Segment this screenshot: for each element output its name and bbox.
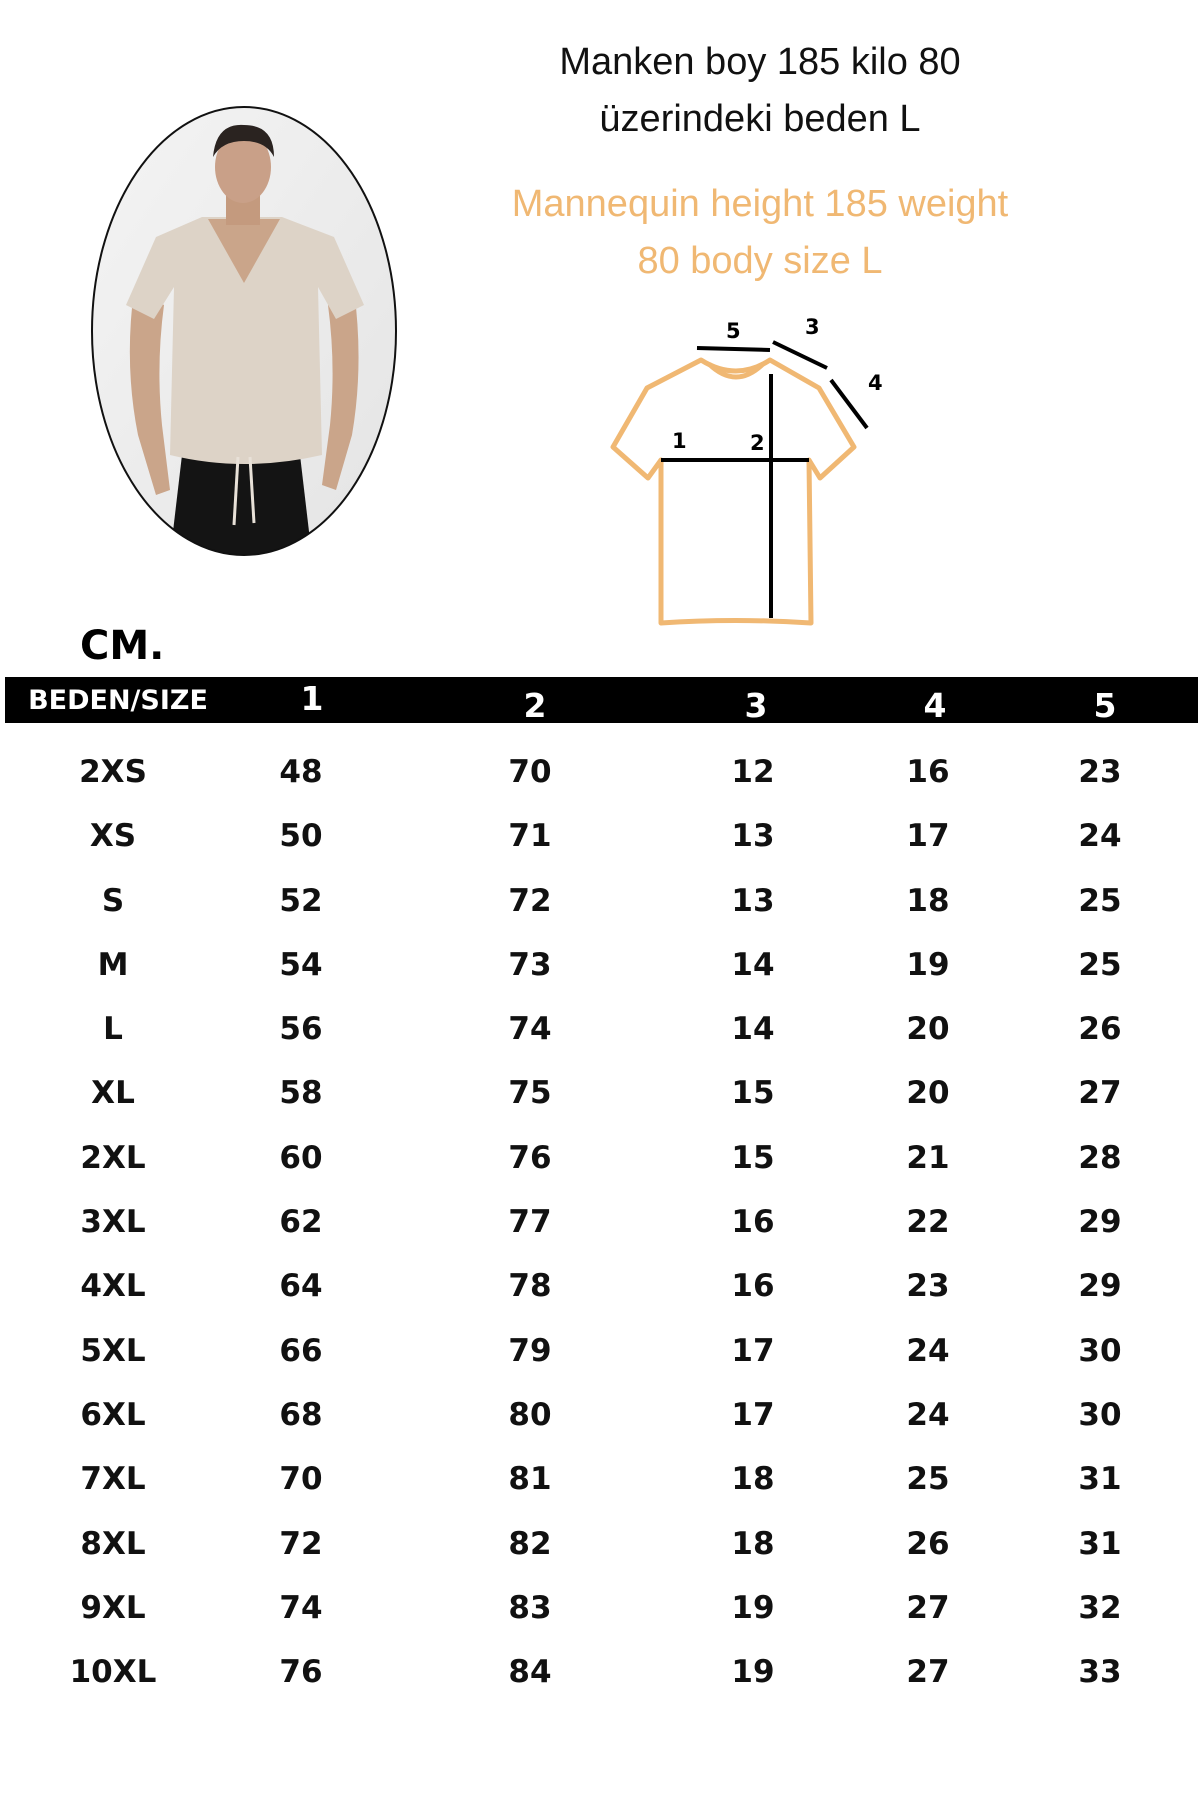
unit-label: CM.	[80, 623, 165, 669]
measure-label-4: 4	[868, 371, 883, 395]
table-row	[0, 1190, 1200, 1254]
measurement-diagram	[595, 300, 895, 630]
table-row	[0, 1512, 1200, 1576]
cell-col-3: 15	[731, 1139, 775, 1176]
cell-size: 7XL	[80, 1461, 146, 1498]
model-info-turkish-line: Manken boy 185 kilo 80	[559, 41, 961, 83]
cell-col-2: 73	[508, 946, 552, 983]
cell-col-2: 80	[508, 1396, 552, 1433]
cell-col-5: 25	[1078, 946, 1122, 983]
table-row	[0, 997, 1200, 1061]
cell-col-5: 26	[1078, 1011, 1122, 1048]
cell-col-2: 70	[508, 754, 552, 790]
cell-col-1: 52	[279, 882, 323, 919]
cell-size: 5XL	[80, 1332, 146, 1369]
cell-col-5: 28	[1078, 1139, 1122, 1176]
cell-col-3: 13	[731, 818, 775, 855]
header-col-1: 1	[300, 679, 324, 718]
measure-label-1: 1	[672, 429, 687, 453]
table-row	[0, 1447, 1200, 1511]
cell-size: 2XL	[80, 1139, 146, 1176]
cell-col-5: 29	[1078, 1268, 1122, 1305]
cell-col-4: 22	[906, 1204, 950, 1241]
cell-col-4: 26	[906, 1525, 950, 1562]
cell-col-5: 29	[1078, 1204, 1122, 1241]
cell-size: L	[103, 1011, 123, 1048]
cell-col-1: 50	[279, 818, 323, 855]
cell-col-4: 24	[906, 1332, 950, 1369]
measure-label-3: 3	[805, 315, 820, 339]
cell-col-2: 84	[508, 1654, 552, 1691]
cell-col-5: 23	[1078, 754, 1122, 790]
cell-col-4: 17	[906, 818, 950, 855]
cell-col-2: 76	[508, 1139, 552, 1176]
cell-col-5: 30	[1078, 1332, 1122, 1369]
cell-col-4: 20	[906, 1011, 950, 1048]
header-col-5: 5	[1093, 686, 1117, 725]
cell-col-3: 13	[731, 882, 775, 919]
cell-col-1: 48	[279, 754, 323, 790]
cell-col-1: 60	[279, 1139, 323, 1176]
cell-col-3: 18	[731, 1525, 775, 1562]
cell-col-2: 79	[508, 1332, 552, 1369]
cell-col-4: 27	[906, 1654, 950, 1691]
cell-col-1: 74	[279, 1589, 323, 1626]
size-table-header	[5, 677, 1198, 723]
model-info-turkish	[470, 34, 1050, 148]
table-row	[0, 1383, 1200, 1447]
cell-col-2: 74	[508, 1011, 552, 1048]
cell-col-2: 72	[508, 882, 552, 919]
model-photo	[90, 105, 398, 557]
cell-col-3: 19	[731, 1589, 775, 1626]
cell-size: XL	[91, 1075, 135, 1112]
cell-col-5: 32	[1078, 1589, 1122, 1626]
cell-col-1: 62	[279, 1204, 323, 1241]
cell-col-3: 18	[731, 1461, 775, 1498]
tshirt-outline	[613, 360, 854, 623]
cell-col-1: 64	[279, 1268, 323, 1305]
cell-size: 6XL	[80, 1396, 146, 1433]
model-info-english-line: 80 body size L	[637, 240, 883, 282]
table-row	[0, 1126, 1200, 1190]
cell-size: 9XL	[80, 1589, 146, 1626]
model-info-english-line: Mannequin height 185 weight	[511, 183, 1009, 225]
header-col-4: 4	[923, 686, 947, 725]
header-col-2: 2	[523, 686, 547, 725]
cell-col-5: 25	[1078, 882, 1122, 919]
cell-col-4: 23	[906, 1268, 950, 1305]
table-row	[0, 869, 1200, 933]
cell-col-2: 82	[508, 1525, 552, 1562]
cell-col-5: 30	[1078, 1396, 1122, 1433]
cell-size: 2XS	[79, 754, 147, 790]
cell-col-4: 25	[906, 1461, 950, 1498]
cell-col-1: 54	[279, 946, 323, 983]
cell-col-3: 17	[731, 1396, 775, 1433]
cell-size: 10XL	[69, 1654, 157, 1691]
cell-size: 3XL	[80, 1204, 146, 1241]
cell-col-2: 75	[508, 1075, 552, 1112]
table-row	[0, 740, 1200, 804]
cell-col-1: 66	[279, 1332, 323, 1369]
cell-col-4: 16	[906, 754, 950, 790]
cell-size: 4XL	[80, 1268, 146, 1305]
cell-col-2: 71	[508, 818, 552, 855]
cell-col-4: 20	[906, 1075, 950, 1112]
model-info-english	[470, 176, 1050, 290]
cell-col-1: 72	[279, 1525, 323, 1562]
cell-col-2: 81	[508, 1461, 552, 1498]
cell-col-3: 16	[731, 1204, 775, 1241]
cell-col-5: 24	[1078, 818, 1122, 855]
size-table-body	[0, 740, 1200, 1704]
cell-col-1: 58	[279, 1075, 323, 1112]
cell-size: S	[101, 882, 125, 919]
header-size: BEDEN/SIZE	[28, 685, 208, 716]
measure-line-5	[697, 348, 770, 350]
cell-col-5: 27	[1078, 1075, 1122, 1112]
cell-col-1: 76	[279, 1654, 323, 1691]
cell-col-2: 83	[508, 1589, 552, 1626]
measure-label-2: 2	[750, 431, 765, 455]
cell-col-3: 15	[731, 1075, 775, 1112]
cell-size: M	[97, 946, 129, 983]
table-row	[0, 804, 1200, 868]
cell-col-5: 31	[1078, 1525, 1122, 1562]
cell-col-3: 14	[731, 1011, 775, 1048]
cell-col-5: 33	[1078, 1654, 1122, 1691]
model-info-turkish-line: üzerindeki beden L	[599, 98, 921, 140]
table-row	[0, 1640, 1200, 1704]
cell-col-4: 18	[906, 882, 950, 919]
header-col-3: 3	[744, 686, 768, 725]
cell-col-4: 21	[906, 1139, 950, 1176]
table-row	[0, 933, 1200, 997]
cell-col-1: 68	[279, 1396, 323, 1433]
cell-col-3: 16	[731, 1268, 775, 1305]
cell-col-4: 24	[906, 1396, 950, 1433]
cell-col-3: 19	[731, 1654, 775, 1691]
cell-size: 8XL	[80, 1525, 146, 1562]
cell-col-3: 14	[731, 946, 775, 983]
cell-col-4: 27	[906, 1589, 950, 1626]
cell-col-2: 77	[508, 1204, 552, 1241]
cell-col-3: 12	[731, 754, 775, 790]
cell-col-3: 17	[731, 1332, 775, 1369]
table-row	[0, 1254, 1200, 1318]
table-row	[0, 1061, 1200, 1125]
cell-col-1: 70	[279, 1461, 323, 1498]
cell-size: XS	[89, 818, 137, 855]
cell-col-2: 78	[508, 1268, 552, 1305]
cell-col-4: 19	[906, 946, 950, 983]
table-row	[0, 1576, 1200, 1640]
measure-label-5: 5	[726, 319, 741, 343]
cell-col-1: 56	[279, 1011, 323, 1048]
table-row	[0, 1319, 1200, 1383]
cell-col-5: 31	[1078, 1461, 1122, 1498]
